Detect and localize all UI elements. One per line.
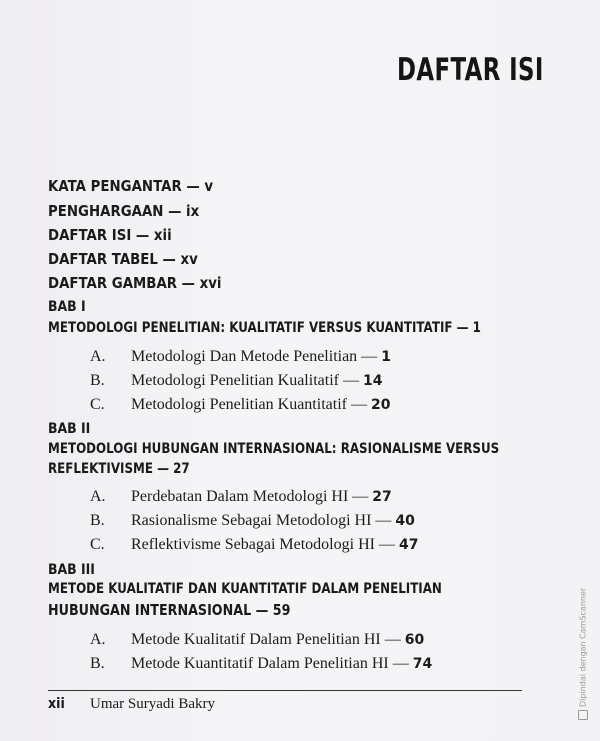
toc-entry-kata-pengantar: KATA PENGANTAR — v [48,177,214,195]
camscanner-icon [578,710,588,720]
section-page: 27 [372,489,392,505]
section-letter: B. [90,512,105,529]
chapter-title: HUBUNGAN INTERNASIONAL — 59 [48,601,291,619]
section-title: Perdebatan Dalam Metodologi HI — [131,488,369,505]
section-letter: C. [90,396,105,413]
section-letter: A. [90,631,106,648]
section-title: Metodologi Penelitian Kuantitatif — [131,396,367,413]
page-title: DAFTAR ISI [397,52,544,88]
section-entry [90,512,415,530]
chapter-title: METODE KUALITATIF DAN KUANTITATIF DALAM PENELITIAN [48,581,442,597]
section-entry [90,631,424,649]
chapter-label: BAB I [48,299,86,315]
section-entry [90,396,390,414]
footer-page-number: xii [48,696,65,712]
chapter-label: BAB II [48,421,91,437]
toc-entry-daftar-tabel: DAFTAR TABEL — xv [48,250,198,268]
toc-entry-daftar-gambar: DAFTAR GAMBAR — xvi [48,274,222,292]
section-title: Reflektivisme Sebagai Metodologi HI — [131,536,395,553]
section-page: 40 [395,513,415,529]
chapter-title: METODOLOGI PENELITIAN: KUALITATIF VERSUS KUANTITATIF — 1 [48,320,481,336]
section-letter: C. [90,536,105,553]
section-letter: B. [90,655,105,672]
section-title: Metodologi Penelitian Kualitatif — [131,372,359,389]
section-page: 60 [404,632,425,648]
footer-rule [48,690,522,691]
section-letter: B. [90,372,105,389]
section-title: Rasionalisme Sebagai Metodologi HI — [131,512,392,529]
section-page: 1 [381,349,391,365]
footer-author: Umar Suryadi Bakry [90,696,215,712]
section-entry [90,348,391,366]
scanner-watermark [578,588,588,720]
section-page: 14 [362,373,383,389]
watermark-text: Dipindai dengan CamScanner [578,587,588,707]
section-title: Metode Kualitatif Dalam Penelitian HI — [131,631,401,648]
section-entry [90,655,432,673]
section-page: 20 [370,397,391,413]
section-entry [90,372,382,390]
chapter-title: REFLEKTIVISME — 27 [48,461,190,477]
chapter-title: METODOLOGI HUBUNGAN INTERNASIONAL: RASIONALISME VERSUS [48,441,500,457]
section-entry [90,536,418,554]
section-page: 74 [412,656,433,672]
section-page: 47 [398,537,419,553]
section-entry [90,488,392,506]
section-letter: A. [90,488,106,505]
section-title: Metodologi Dan Metode Penelitian — [131,348,378,365]
section-title: Metode Kuantitatif Dalam Penelitian HI — [131,655,409,672]
section-letter: A. [90,348,106,365]
toc-entry-penghargaan: PENGHARGAAN — ix [48,202,200,220]
chapter-label: BAB III [48,562,95,578]
toc-entry-daftar-isi: DAFTAR ISI — xii [48,226,172,244]
